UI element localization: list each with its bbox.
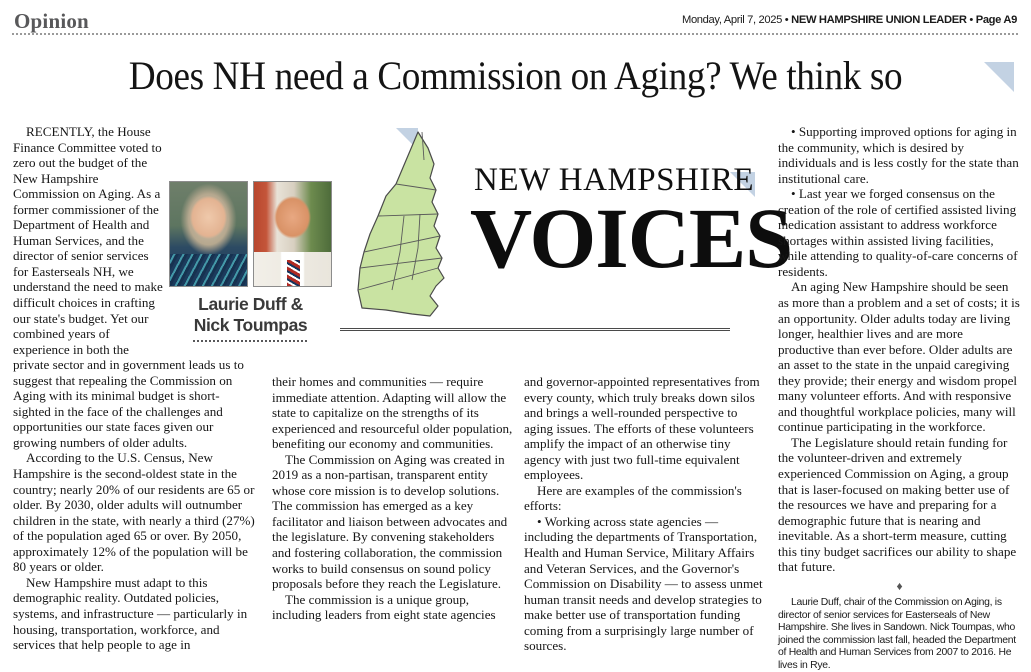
article-headline: Does NH need a Commission on Aging? We think so [128, 53, 903, 98]
page-number: Page A9 [975, 14, 1017, 26]
bullet-paragraph: • Supporting improved options for aging in the community, which is desired by individuals and is less costly for the state than institutional care. [778, 124, 1019, 186]
article-column-4 [778, 124, 1021, 672]
bullet-paragraph: • Working across state agencies — including the departments of Transportation, Health and Human Service, Military Affairs and Veteran Services, and the Governor's Commission on Disability — to assess unmet human transit needs and develop strategies to make better use of transportation funding coming from a surprisingly large number of sources. [524, 513, 763, 654]
author-bio: Laurie Duff, chair of the Commission on Aging, is director of senior services for Easterseals of New Hampshire. She lives in Sandown. Nick Toumpas, who joined the commission last fall, headed the Department of Health and Human Services from 2007 to 2016. He lives in Rye. [778, 597, 1016, 671]
logo-wordmark [470, 162, 793, 286]
paragraph: The Legislature should retain funding for the volunteer-driven and extremely experienced Commission on Aging, a group that is laser-focused on making better use of the resources we have and preparing for a demographic future that is nearing and inevitable. As a short-term measure, cutting this tiny budget sacrifices our ability to shape that future. [778, 434, 1017, 575]
article-column-2 [272, 374, 515, 623]
article-column-1 [13, 124, 257, 653]
paragraph: The Commission on Aging was created in 2019 as a non-partisan, transparent entity whose core mission is to develop solutions. The commission has emerged as a key facilitator and liaison between advocates and the legislature. By convening stakeholders and fostering collaboration, the commission works to build consensus on sound policy proposals before they reach the Legislature. [272, 451, 508, 592]
paragraph: their homes and communities — require immediate attention. Adapting will allow the state to capitalize on the strengths of its experienced and resourceful older population, benefiting our economy and communities. [272, 374, 513, 452]
byline-line-2: Nick Toumpas [193, 314, 308, 335]
dateline-sep-1: • [782, 14, 792, 26]
paragraph: Here are examples of the commission's efforts: [524, 482, 742, 514]
logo-line-new-hampshire: NEW HAMPSHIRE [474, 162, 754, 198]
article-column-3 [524, 374, 764, 654]
logo-line-voices: VOICES [470, 190, 793, 286]
section-title: Opinion [14, 9, 89, 33]
bullet-paragraph: • Last year we forged consensus on the creation of the role of certified assisted living medication assistant to address workforce shortages within assisted living facilities, while attending to quality-of-care concerns of residents. [778, 186, 1018, 279]
paragraph: The commission is a unique group, including leaders from eight state agencies [272, 591, 496, 623]
end-of-article-dingbat: ♦ [896, 578, 903, 593]
new-hampshire-state-map-icon [356, 130, 466, 326]
dateline-date: Monday, April 7, 2025 [681, 14, 783, 26]
dateline [682, 14, 1017, 26]
byline-line-1: Laurie Duff & [198, 294, 303, 314]
masthead [0, 0, 1031, 36]
portrait-nick-toumpas [253, 181, 332, 287]
paper-name: NEW HAMPSHIRE UNION LEADER [791, 14, 967, 26]
masthead-divider [12, 33, 1019, 35]
logo-underline-rule [340, 328, 730, 331]
decorative-triangle-top-right [984, 62, 1014, 92]
new-hampshire-voices-logo [340, 128, 793, 340]
necktie-detail [287, 260, 300, 286]
paragraph: and governor-appointed representatives from every county, which truly breaks down silos and brings a well-rounded perspective to aging issues. The efforts of these volunteers amplify the impact of an otherwise tiny agency with just two full-time equivalent employees. [524, 374, 760, 483]
paragraph: New Hampshire must adapt to this demographic reality. Outdated policies, systems, and infrastructure — particularly in housing, transportation, workforce, and services that help people to age in [13, 574, 248, 653]
photo-text-wrap-spacer [163, 124, 257, 349]
paragraph: An aging New Hampshire should be seen as more than a problem and a set of costs; it is an opportunity. Older adults today are living longer, healthier lives and are more productive than ever before. Older adults are an asset to the state in the unpaid caregiving they provide; their energy and wisdom propel many volunteer efforts. And with responsive and thoughtful workplace policies, many will continue participating in the workforce. [778, 279, 1020, 435]
paragraph: RECENTLY, the House Finance Committee voted to zero out the budget of the New Hampshire Commission on Aging. As a former commissioner of the Department of Health and Human Services, and the director of senior services for Easterseals NH, we understand the need to make difficult choices in crafting our state's budget. Yet our combined years of experience in both the private sector and in government leads us to suggest that repealing the Commission on Aging with its minimal budget is short-sighted in the face of the challenges and opportunities our state faces given our growing numbers of older adults. [13, 124, 244, 450]
dateline-sep-2: • [966, 14, 976, 26]
paragraph: According to the U.S. Census, New Hampshire is the second-oldest state in the country; nearly 20% of our residents are 65 or older. By 2030, older adults will outnumber children in the state, with nearly a third (27%) of the population aged 65 or over. By 2050, approximately 12% of the population will be 80 years or older. [13, 450, 255, 575]
